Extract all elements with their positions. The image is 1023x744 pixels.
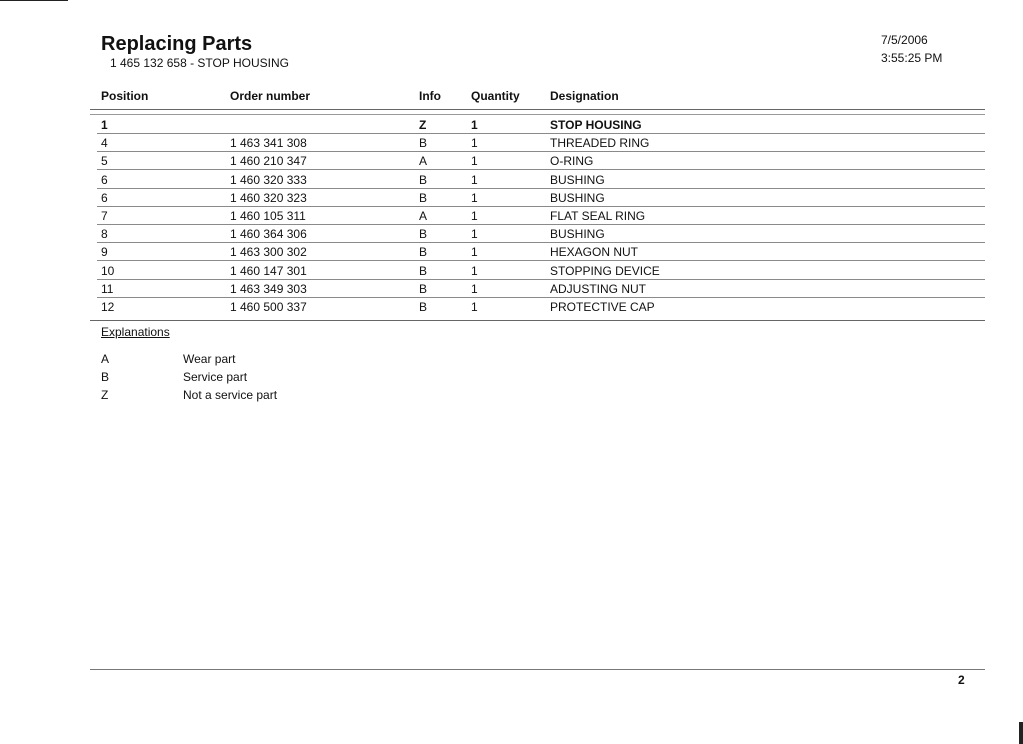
table-row xyxy=(0,298,1023,316)
table-bottom-rule xyxy=(90,320,985,321)
explanation-code: A xyxy=(101,352,110,366)
table-row xyxy=(0,152,1023,170)
cell-order-number: 1 460 500 337 xyxy=(230,300,307,314)
cell-position: 10 xyxy=(101,263,115,278)
table-row xyxy=(0,243,1023,261)
explanation-code: B xyxy=(101,370,110,384)
cell-designation: BUSHING xyxy=(550,190,605,205)
cell-order-number: 1 463 300 302 xyxy=(230,245,307,260)
cell-quantity: 1 xyxy=(471,209,478,223)
cell-quantity: 1 xyxy=(471,154,478,169)
table-header-rule xyxy=(90,109,985,110)
cell-quantity: 1 xyxy=(471,118,478,132)
cell-position: 12 xyxy=(101,300,115,314)
cell-info: B xyxy=(419,136,428,151)
explanation-text: Service part xyxy=(183,370,248,384)
cell-info: B xyxy=(419,172,428,187)
scan-edge-mark xyxy=(0,0,68,1)
cell-position: 1 xyxy=(101,118,108,132)
cell-order-number: 1 460 364 306 xyxy=(230,227,307,242)
scan-corner-mark xyxy=(1019,722,1023,744)
table-row xyxy=(0,225,1023,243)
cell-designation: FLAT SEAL RING xyxy=(550,209,646,223)
page-title: Replacing Parts xyxy=(101,33,253,55)
cell-info: B xyxy=(419,263,428,278)
cell-info: Z xyxy=(419,118,427,132)
table-row xyxy=(0,262,1023,280)
cell-designation: BUSHING xyxy=(550,172,605,187)
explanation-text: Not a service part xyxy=(183,388,278,402)
cell-info: B xyxy=(419,281,428,296)
table-row xyxy=(0,134,1023,152)
cell-quantity: 1 xyxy=(471,136,478,151)
table-header-rule-secondary xyxy=(90,114,985,115)
cell-position: 11 xyxy=(101,281,114,296)
explanation-text: Wear part xyxy=(183,352,236,366)
cell-position: 9 xyxy=(101,245,108,260)
cell-order-number: 1 463 349 303 xyxy=(230,281,307,296)
cell-position: 8 xyxy=(101,227,108,242)
footer-rule xyxy=(90,669,985,670)
table-row xyxy=(0,280,1023,298)
cell-quantity: 1 xyxy=(471,227,478,242)
cell-quantity: 1 xyxy=(471,245,478,260)
cell-order-number: 1 460 320 323 xyxy=(230,190,307,205)
column-header-position: Position xyxy=(101,89,149,103)
cell-position: 5 xyxy=(101,154,108,169)
cell-quantity: 1 xyxy=(471,190,478,205)
table-row xyxy=(0,116,1023,134)
page-number: 2 xyxy=(958,673,965,687)
cell-designation: O-RING xyxy=(550,154,594,169)
table-row xyxy=(0,171,1023,189)
cell-designation: HEXAGON NUT xyxy=(550,245,639,260)
cell-order-number: 1 460 147 301 xyxy=(230,263,307,278)
explanation-code: Z xyxy=(101,388,109,402)
column-header-info: Info xyxy=(419,89,441,103)
cell-quantity: 1 xyxy=(471,281,478,296)
explanations-title: Explanations xyxy=(101,325,170,339)
cell-order-number: 1 460 210 347 xyxy=(230,154,307,169)
cell-order-number: 1 460 105 311 xyxy=(230,209,306,223)
column-header-designation: Designation xyxy=(550,89,619,103)
cell-position: 7 xyxy=(101,209,108,223)
cell-info: A xyxy=(419,154,428,169)
cell-position: 6 xyxy=(101,190,108,205)
table-row xyxy=(0,189,1023,207)
cell-info: A xyxy=(419,209,428,223)
cell-designation: STOPPING DEVICE xyxy=(550,263,660,278)
cell-designation: STOP HOUSING xyxy=(550,118,642,132)
cell-position: 4 xyxy=(101,136,108,151)
cell-designation: BUSHING xyxy=(550,227,605,242)
cell-order-number: 1 460 320 333 xyxy=(230,172,307,187)
column-header-order-number: Order number xyxy=(230,89,311,103)
cell-position: 6 xyxy=(101,172,108,187)
cell-designation: PROTECTIVE CAP xyxy=(550,300,655,314)
cell-designation: THREADED RING xyxy=(550,136,650,151)
cell-quantity: 1 xyxy=(471,300,478,314)
cell-order-number: 1 463 341 308 xyxy=(230,136,307,151)
print-date: 7/5/2006 xyxy=(881,33,928,47)
page-subtitle: 1 465 132 658 - STOP HOUSING xyxy=(110,56,289,70)
cell-designation: ADJUSTING NUT xyxy=(550,281,646,296)
cell-info: B xyxy=(419,190,428,205)
table-row xyxy=(0,207,1023,225)
cell-info: B xyxy=(419,245,428,260)
cell-info: B xyxy=(419,227,428,242)
cell-quantity: 1 xyxy=(471,172,478,187)
print-time: 3:55:25 PM xyxy=(881,51,943,65)
cell-info: B xyxy=(419,300,428,314)
column-header-quantity: Quantity xyxy=(471,89,520,103)
cell-quantity: 1 xyxy=(471,263,478,278)
